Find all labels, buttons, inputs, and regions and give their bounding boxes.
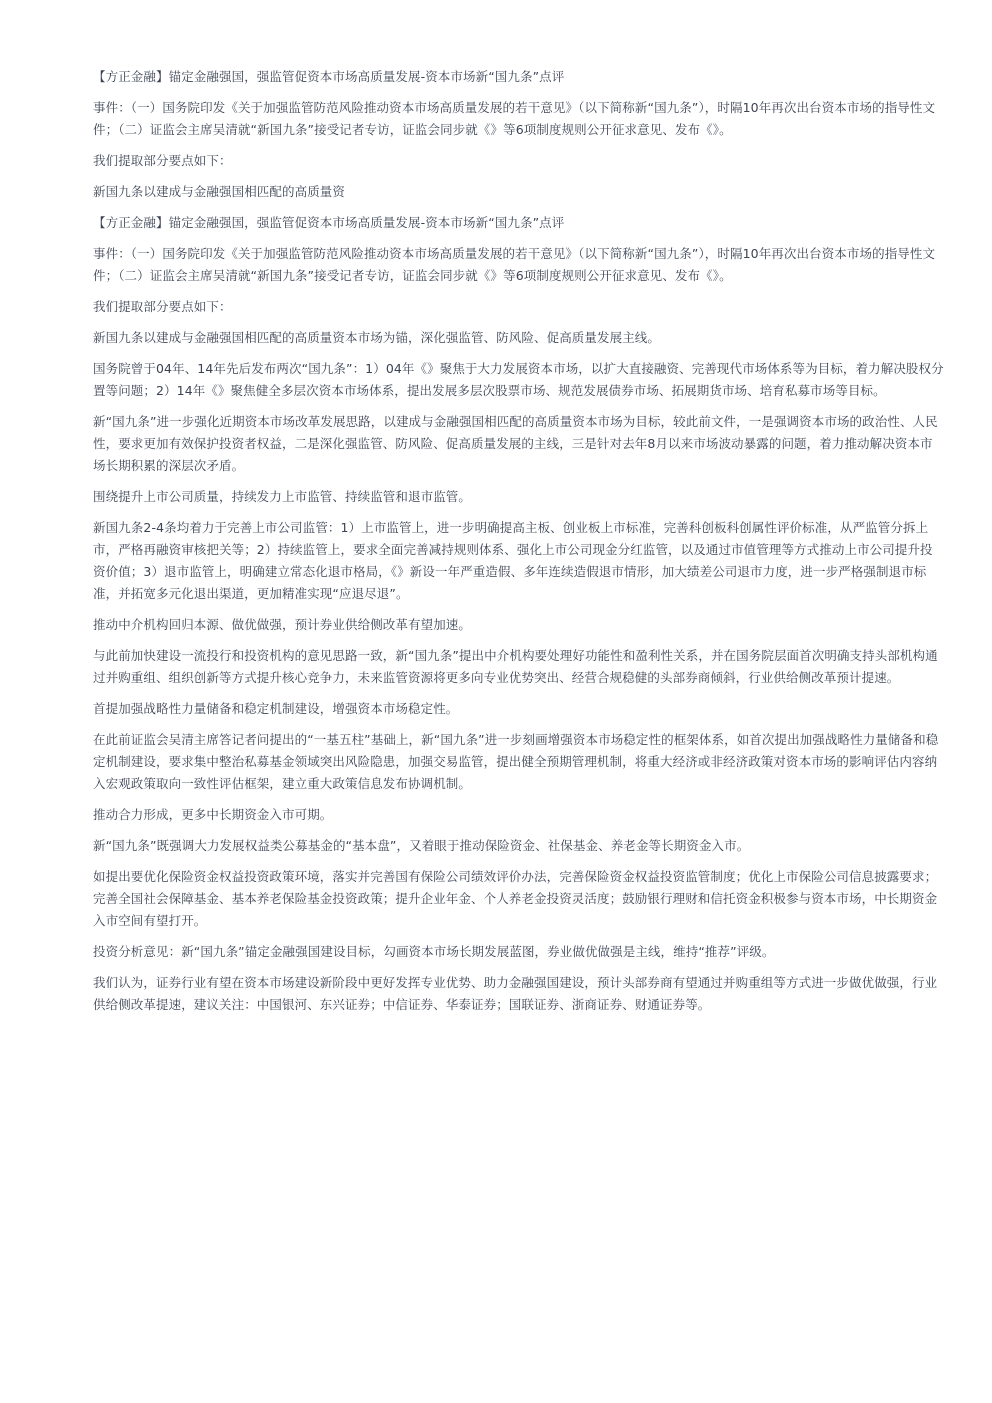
point-heading-1: 新国九条以建成与金融强国相匹配的高质量资本市场为锚，深化强监管、防风险、促高质量发展主线。 (93, 330, 661, 345)
investment-opinion: 投资分析意见：新“国九条”锚定金融强国建设目标，勾画资本市场长期发展蓝图，券业做优做强是主线，维持“推荐”评级。 (93, 944, 775, 959)
truncated-heading: 新国九条以建成与金融强国相匹配的高质量资 (93, 184, 346, 199)
point-heading-5: 推动合力形成，更多中长期资金入市可期。 (93, 807, 333, 822)
point-heading-2: 围绕提升上市公司质量，持续发力上市监管、持续监管和退市监管。 (93, 489, 472, 504)
point-body-5a: 新“国九条”既强调大力发展权益类公募基金的“基本盘”，又着眼于推动保险资金、社保基金、养老金等长期资金入市。 (93, 838, 750, 853)
summary-intro: 我们提取部分要点如下： (93, 153, 232, 168)
point-body-1a: 国务院曾于04年、14年先后发布两次“国九条”：1）04年《》聚焦于大力发展资本市场，以扩大直接融资、完善现代市场体系等为目标，着力解决股权分置等问题；2）14年《》聚焦健全多层次资本市场体系，提出发展多层次股票市场、规范发展债券市场、拓展期货市场、培育私募市场等目标。 (93, 361, 944, 398)
summary-intro-repeat: 我们提取部分要点如下： (93, 299, 232, 314)
conclusion-paragraph: 我们认为，证券行业有望在资本市场建设新阶段中更好发挥专业优势、助力金融强国建设，预计头部券商有望通过并购重组等方式进一步做优做强，行业供给侧改革提速，建议关注：中国银河、东兴证券；中信证券、华泰证券；国联证券、浙商证券、财通证券等。 (93, 975, 938, 1012)
article-title: 【方正金融】锚定金融强国，强监管促资本市场高质量发展-资本市场新“国九条”点评 (93, 69, 565, 84)
event-paragraph: 事件：（一）国务院印发《关于加强监管防范风险推动资本市场高质量发展的若干意见》（以下简称新“国九条”），时隔10年再次出台资本市场的指导性文件；（二）证监会主席吴清就“新国九条”接受记者专访，证监会同步就《》等6项制度规则公开征求意见、发布《》。 (93, 100, 936, 137)
point-heading-4: 首提加强战略性力量储备和稳定机制建设，增强资本市场稳定性。 (93, 701, 459, 716)
point-heading-3: 推动中介机构回归本源、做优做强，预计券业供给侧改革有望加速。 (93, 617, 472, 632)
point-body-2: 新国九条2-4条均着力于完善上市公司监管：1）上市监管上，进一步明确提高主板、创业板上市标准，完善科创板科创属性评价标准，从严监管分拆上市，严格再融资审核把关等；2）持续监管上，要求全面完善减持规则体系、强化上市公司现金分红监管，以及通过市值管理等方式推动上市公司提升投资价值；3）退市监管上，明确建立常态化退市格局，《》新设一年严重造假、多年连续造假退市情形，加大绩差公司退市力度，进一步严格强制退市标准，并拓宽多元化退出渠道，更加精准实现“应退尽退”。 (93, 520, 933, 601)
article-body (93, 66, 945, 1025)
point-body-5b: 如提出要优化保险资金权益投资政策环境，落实并完善国有保险公司绩效评价办法，完善保险资金权益投资监管制度；优化上市保险公司信息披露要求；完善全国社会保障基金、基本养老保险基金投资政策；提升企业年金、个人养老金投资灵活度；鼓励银行理财和信托资金积极参与资本市场，中长期资金入市空间有望打开。 (93, 869, 938, 928)
article-title-repeat: 【方正金融】锚定金融强国，强监管促资本市场高质量发展-资本市场新“国九条”点评 (93, 215, 565, 230)
event-paragraph-repeat: 事件：（一）国务院印发《关于加强监管防范风险推动资本市场高质量发展的若干意见》（以下简称新“国九条”），时隔10年再次出台资本市场的指导性文件；（二）证监会主席吴清就“新国九条”接受记者专访，证监会同步就《》等6项制度规则公开征求意见、发布《》。 (93, 246, 936, 283)
point-body-3: 与此前加快建设一流投行和投资机构的意见思路一致，新“国九条”提出中介机构要处理好功能性和盈利性关系，并在国务院层面首次明确支持头部机构通过并购重组、组织创新等方式提升核心竞争力，未来监管资源将更多向专业优势突出、经营合规稳健的头部券商倾斜，行业供给侧改革预计提速。 (93, 648, 938, 685)
point-body-1b: 新“国九条”进一步强化近期资本市场改革发展思路，以建成与金融强国相匹配的高质量资本市场为目标，较此前文件，一是强调资本市场的政治性、人民性，要求更加有效保护投资者权益，二是深化强监管、防风险、促高质量发展的主线，三是针对去年8月以来市场波动暴露的问题，着力推动解决资本市场长期积累的深层次矛盾。 (93, 414, 938, 473)
point-body-4: 在此前证监会吴清主席答记者问提出的“一基五柱”基础上，新“国九条”进一步刻画增强资本市场稳定性的框架体系，如首次提出加强战略性力量储备和稳定机制建设，要求集中整治私募基金领域突出风险隐患，加强交易监管，提出健全预期管理机制，将重大经济或非经济政策对资本市场的影响评估内容纳入宏观政策取向一致性评估框架，建立重大政策信息发布协调机制。 (93, 732, 939, 791)
